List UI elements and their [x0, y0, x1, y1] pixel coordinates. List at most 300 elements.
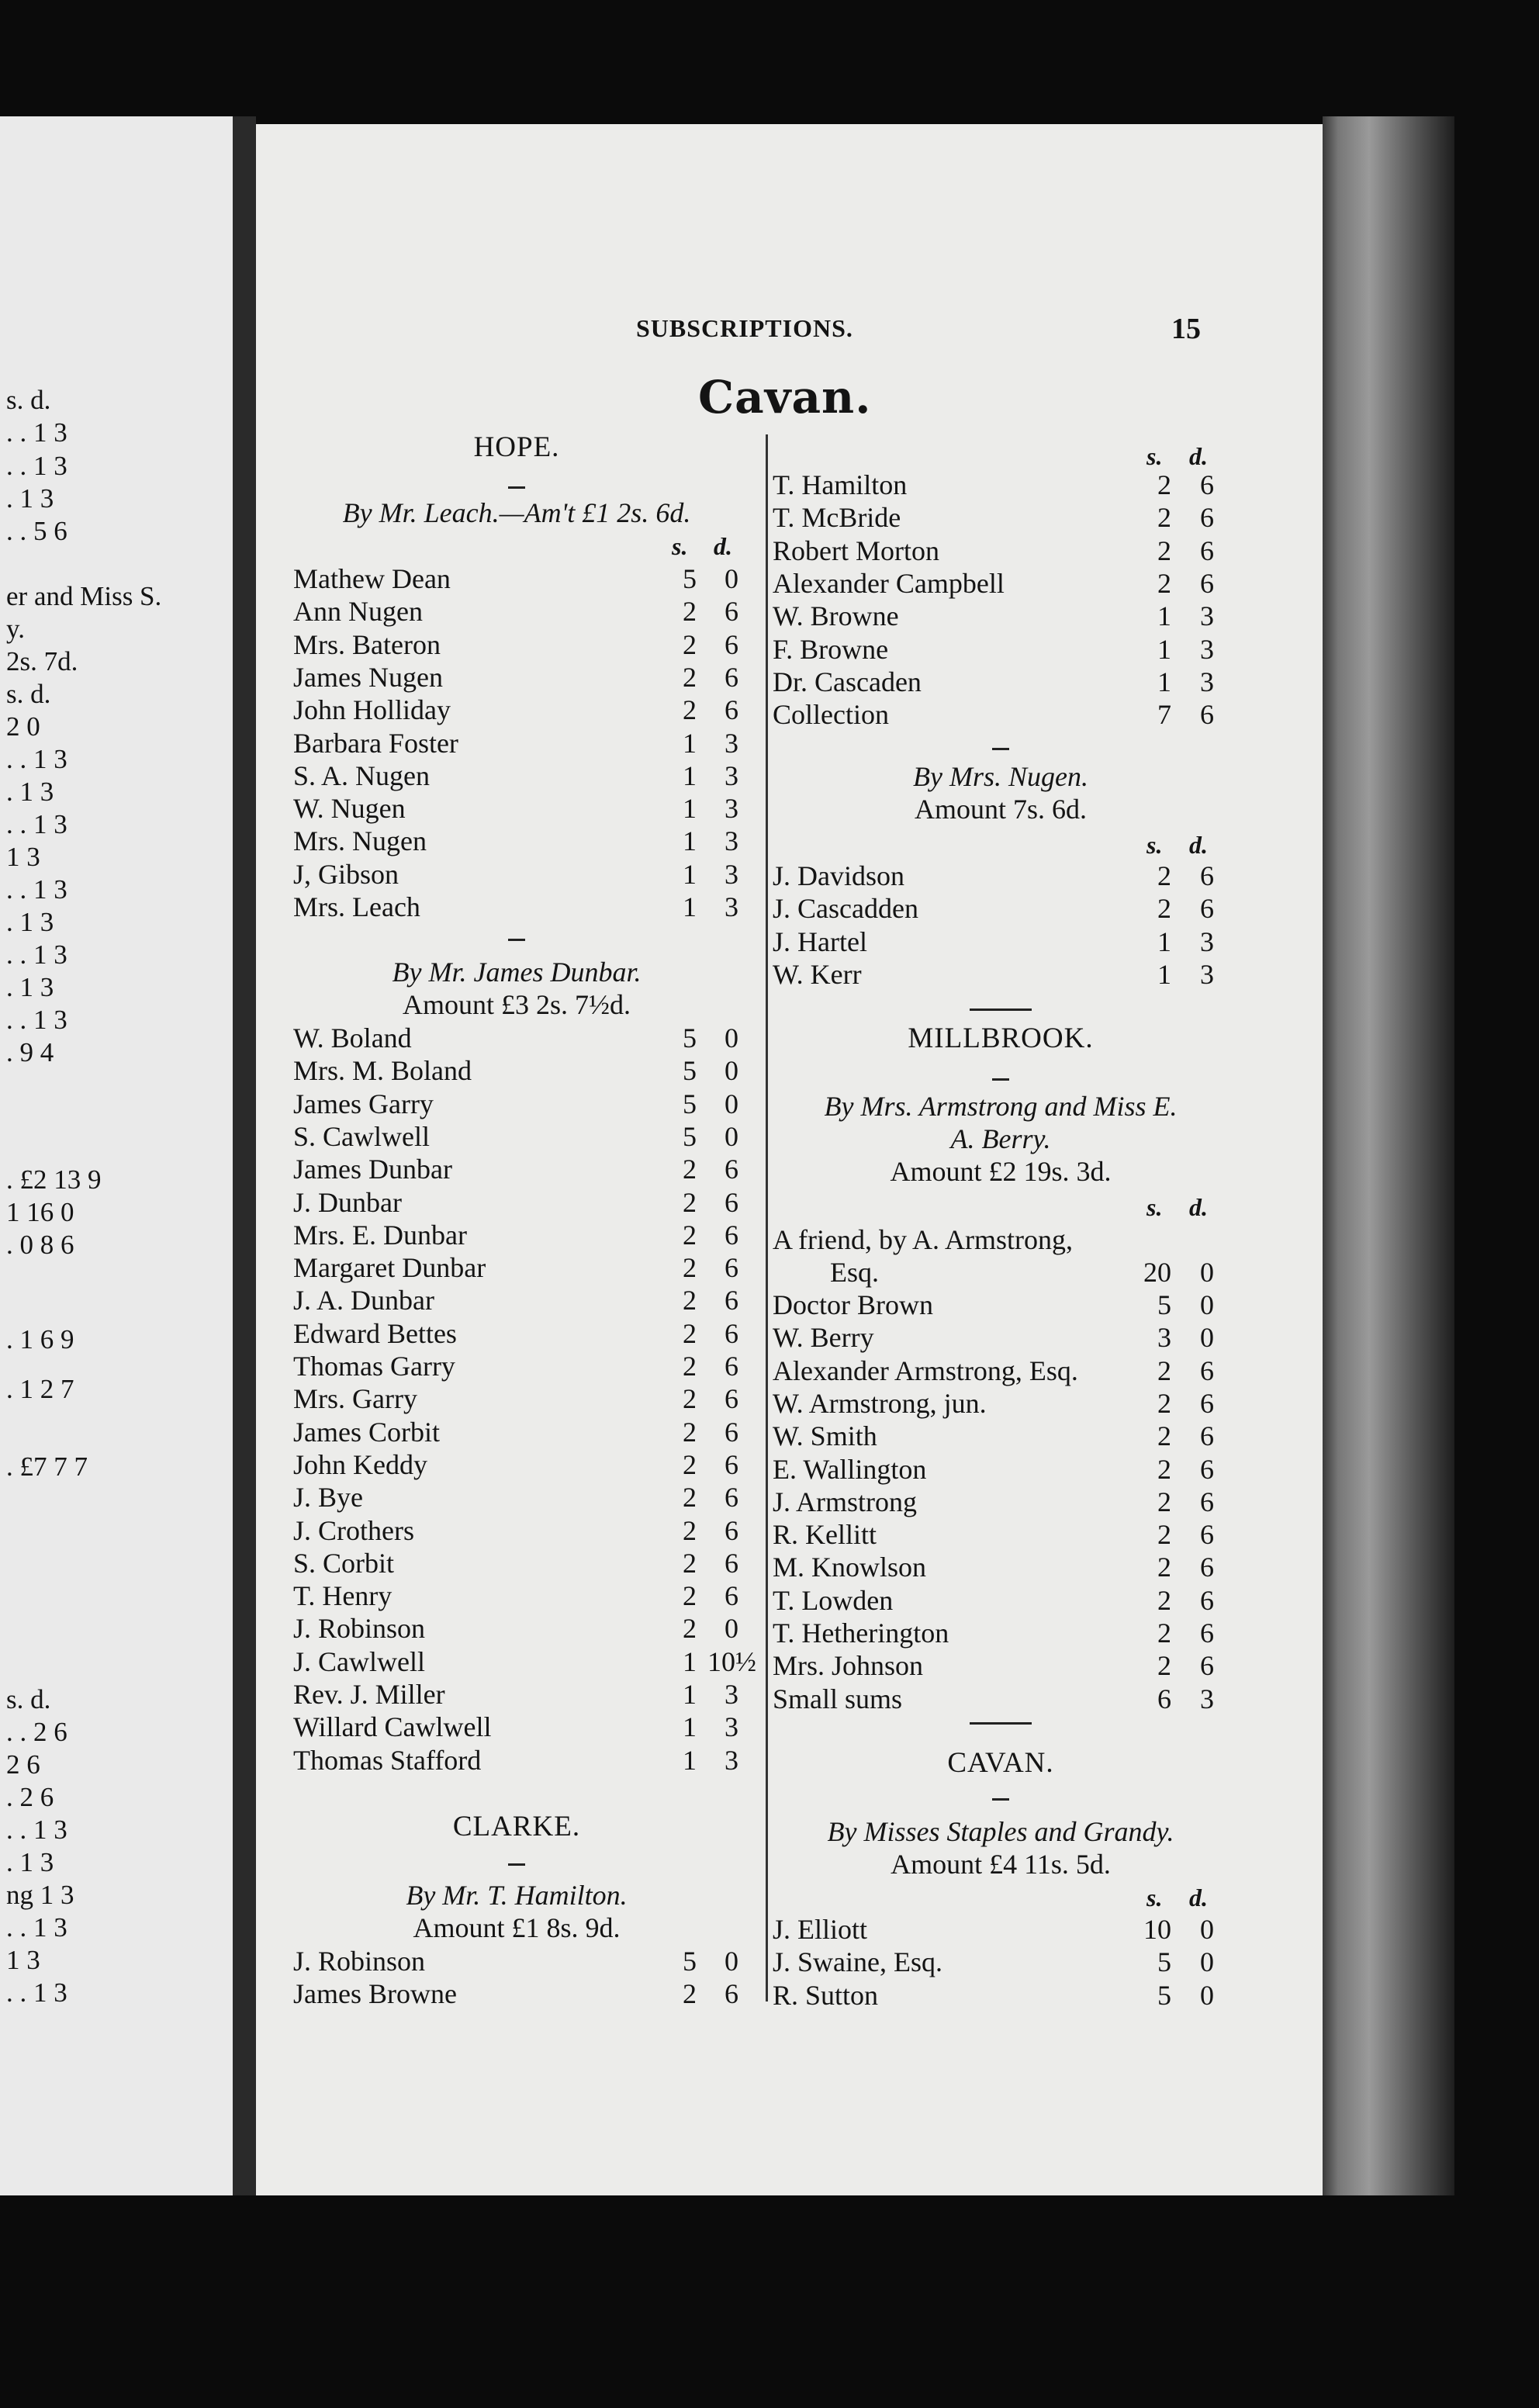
amount-shillings: 2: [683, 1154, 697, 1185]
list-item: [293, 1645, 756, 1678]
list-item: [293, 1744, 742, 1777]
units-header: s.: [1146, 831, 1163, 859]
amount-pence: 6: [725, 1514, 738, 1546]
amount-pence: 6: [1200, 469, 1214, 500]
facing-page-line: . . 1 3: [6, 1005, 67, 1035]
subscriber-name: J. Davidson: [773, 860, 904, 891]
amount-pence: 6: [1200, 1420, 1214, 1452]
amount-shillings: 2: [1157, 1387, 1171, 1419]
subscriber-name: John Holliday: [293, 694, 451, 726]
facing-page-line: . 1 3: [6, 483, 54, 514]
amount-pence: 0: [1200, 1914, 1214, 1945]
list-item: [773, 1617, 1218, 1649]
subscriber-name: Mrs. E. Dunbar: [293, 1219, 467, 1251]
amount-shillings: 2: [1157, 535, 1171, 566]
list-item: [293, 661, 742, 694]
list-item: [773, 1387, 1218, 1420]
list-item: [773, 1518, 1218, 1551]
list-item: [293, 891, 742, 923]
amount-shillings: 2: [1157, 893, 1171, 925]
facing-page-line: . 9 4: [6, 1037, 54, 1067]
subscriber-name: J. Dunbar: [293, 1186, 402, 1218]
list-item: [293, 1612, 742, 1645]
amount-shillings: 2: [1157, 1354, 1171, 1386]
facing-page-line: . . 2 6: [6, 1717, 67, 1747]
amount-pence: 6: [1200, 1584, 1214, 1616]
amount-shillings: 2: [683, 1285, 697, 1316]
units-header: s.: [672, 532, 688, 560]
amount-pence: 6: [1200, 860, 1214, 891]
subscriber-name: F. Browne: [773, 633, 889, 665]
facing-page-line: . 1 3: [6, 972, 54, 1002]
dash-rule: [508, 939, 525, 941]
subscriber-name: J. Crothers: [293, 1514, 414, 1546]
amount-shillings: 2: [683, 628, 697, 660]
facing-page-line: . . 1 3: [6, 1815, 67, 1845]
subscriber-name: M. Knowlson: [773, 1552, 927, 1583]
amount-pence: 3: [725, 1679, 738, 1710]
section-heading: CAVAN.: [947, 1747, 1054, 1779]
dash-rule: [992, 1798, 1009, 1801]
amount-pence: 6: [725, 694, 738, 726]
amount-pence: 0: [725, 1022, 738, 1054]
subscriber-name: R. Kellitt: [773, 1519, 877, 1551]
amount-pence: 6: [1200, 535, 1214, 566]
subscriber-name: R. Sutton: [773, 1979, 879, 2011]
amount-line: Amount £4 11s. 5d.: [891, 1849, 1111, 1880]
amount-shillings: 2: [683, 1252, 697, 1284]
facing-page-line: er and Miss S.: [6, 581, 162, 611]
amount-shillings: 2: [683, 1351, 697, 1382]
amount-shillings: 1: [1157, 600, 1171, 632]
list-item: [293, 1977, 742, 2010]
list-item: [773, 958, 1218, 991]
amount-pence: 6: [725, 1482, 738, 1514]
amount-shillings: 5: [683, 1022, 697, 1054]
amount-pence: 10½: [707, 1645, 756, 1677]
subscriber-name: James Corbit: [293, 1416, 440, 1448]
amount-pence: 6: [725, 1351, 738, 1382]
subscriber-name: Willard Cawlwell: [293, 1711, 492, 1743]
subscriber-name: J. Robinson: [293, 1946, 426, 1977]
amount-shillings: 5: [683, 1120, 697, 1152]
dash-rule: [970, 1009, 1032, 1011]
amount-shillings: 5: [683, 1946, 697, 1977]
subscriber-name: T. Henry: [293, 1580, 393, 1612]
collector-line: By Misses Staples and Grandy.: [827, 1816, 1174, 1847]
subscriber-name: James Garry: [293, 1088, 434, 1119]
amount-pence: 6: [725, 1383, 738, 1415]
amount-pence: 6: [1200, 699, 1214, 731]
amount-shillings: 2: [683, 1219, 697, 1251]
amount-pence: 3: [725, 1744, 738, 1776]
facing-page-line: . 0 8 6: [6, 1230, 74, 1260]
amount-shillings: 1: [683, 759, 697, 791]
amount-shillings: 2: [683, 694, 697, 726]
units-header: d.: [714, 532, 732, 560]
units-header: d.: [1189, 831, 1208, 859]
subscriber-name: T. McBride: [773, 502, 901, 534]
amount-pence: 6: [725, 1317, 738, 1349]
amount-shillings: 1: [683, 1645, 697, 1677]
subscriber-name: J. A. Dunbar: [293, 1285, 434, 1316]
dash-rule: [508, 1863, 525, 1866]
subscriber-name: Margaret Dunbar: [293, 1252, 486, 1284]
facing-page-line: . . 1 3: [6, 874, 67, 905]
amount-shillings: 2: [1157, 1617, 1171, 1649]
amount-pence: 6: [725, 628, 738, 660]
amount-pence: 6: [1200, 1453, 1214, 1485]
subscriber-name: J. Elliott: [773, 1914, 868, 1945]
subscriber-name: J. Hartel: [773, 925, 867, 957]
subscriber-name: J. Cascadden: [773, 893, 918, 925]
amount-pence: 0: [1200, 1289, 1214, 1320]
list-item: [293, 858, 742, 891]
list-item: [293, 1382, 742, 1415]
amount-shillings: 1: [1157, 958, 1171, 990]
amount-pence: 0: [725, 1088, 738, 1119]
amount-shillings: 5: [683, 563, 697, 594]
facing-page-line: . 1 3: [6, 777, 54, 807]
list-item: [293, 1088, 742, 1120]
subscriber-name: Barbara Foster: [293, 727, 458, 759]
amount-shillings: 1: [683, 793, 697, 825]
subscriber-name: Ann Nugen: [293, 596, 423, 628]
list-item: [293, 1514, 742, 1547]
amount-pence: 6: [1200, 1650, 1214, 1682]
amount-line: Amount 7s. 6d.: [914, 794, 1087, 825]
amount-pence: 6: [725, 1580, 738, 1612]
list-item: [773, 501, 1218, 534]
amount-pence: 6: [725, 1252, 738, 1284]
list-item: [293, 1153, 742, 1185]
list-item: [293, 1284, 742, 1316]
amount-shillings: 2: [1157, 1650, 1171, 1682]
list-item: [773, 535, 1218, 567]
facing-page-line: 1 3: [6, 842, 40, 872]
amount-pence: 3: [1200, 1683, 1214, 1714]
page-title: Cavan.: [698, 371, 872, 424]
subscriber-name: W. Smith: [773, 1420, 877, 1452]
units-header: s.: [1146, 1884, 1163, 1912]
amount-shillings: 2: [683, 1317, 697, 1349]
bottom-background: [0, 2195, 1539, 2408]
facing-page-line: ng 1 3: [6, 1880, 74, 1910]
list-item: [293, 1219, 742, 1251]
facing-page-line: . 1 2 7: [6, 1374, 74, 1404]
subscriber-name: Mrs. Bateron: [293, 628, 441, 660]
amount-pence: 6: [1200, 502, 1214, 534]
amount-pence: 3: [1200, 633, 1214, 665]
list-item: [773, 1649, 1218, 1682]
units-header: d.: [1189, 442, 1208, 470]
list-item: [293, 694, 742, 726]
list-item: [773, 1289, 1218, 1321]
facing-page-line: . . 1 3: [6, 939, 67, 970]
amount-pence: 3: [725, 825, 738, 857]
amount-pence: 6: [725, 1219, 738, 1251]
facing-page-line: s. d.: [6, 679, 51, 709]
list-item: [293, 825, 742, 857]
list-item: [773, 469, 1218, 501]
amount-pence: 6: [725, 1448, 738, 1480]
amount-shillings: 2: [683, 1547, 697, 1579]
collector-line: A. Berry.: [950, 1123, 1051, 1154]
amount-shillings: 2: [683, 1186, 697, 1218]
amount-shillings: 1: [683, 1679, 697, 1710]
facing-page-line: . . 1 3: [6, 417, 67, 448]
list-item: [773, 1683, 1218, 1715]
amount-pence: 6: [725, 596, 738, 628]
dash-rule: [508, 486, 525, 489]
collector-line: By Mr. Leach.—Am't £1 2s. 6d.: [342, 497, 691, 528]
amount-pence: 0: [725, 1613, 738, 1645]
list-item: A friend, by A. Armstrong,: [773, 1224, 1073, 1255]
subscriber-name: S. A. Nugen: [293, 759, 431, 791]
list-item: [293, 1350, 742, 1382]
list-item: [773, 1946, 1218, 1978]
amount-shillings: 2: [1157, 502, 1171, 534]
list-item: [293, 1186, 742, 1219]
facing-page-line: . . 1 3: [6, 451, 67, 481]
amount-pence: 3: [1200, 958, 1214, 990]
units-header: d.: [1189, 1193, 1208, 1221]
amount-shillings: 2: [683, 1383, 697, 1415]
list-item: [293, 1120, 742, 1153]
collector-line: By Mr. James Dunbar.: [392, 957, 642, 988]
amount-pence: 3: [725, 1711, 738, 1743]
subscriber-name: Small sums: [773, 1683, 903, 1714]
amount-shillings: 1: [683, 891, 697, 922]
subscriber-name: S. Corbit: [293, 1547, 395, 1579]
subscriber-name: E. Wallington: [773, 1453, 927, 1485]
amount-shillings: 2: [1157, 1486, 1171, 1517]
list-item: [293, 792, 742, 825]
subscriber-name: James Browne: [293, 1978, 457, 2010]
amount-pence: 0: [1200, 1257, 1214, 1288]
amount-shillings: 3: [1157, 1322, 1171, 1354]
facing-page-line: . . 1 3: [6, 1977, 67, 2008]
amount-shillings: 2: [1157, 1453, 1171, 1485]
amount-pence: 6: [725, 1978, 738, 2010]
facing-page-line: . 1 3: [6, 907, 54, 937]
list-item: [773, 1584, 1218, 1617]
amount-pence: 6: [725, 1186, 738, 1218]
list-item: [773, 1354, 1218, 1387]
subscriber-name: Mrs. Nugen: [293, 825, 427, 857]
subscriber-name: Edward Bettes: [293, 1317, 457, 1349]
subscriber-name: Rev. J. Miller: [293, 1679, 445, 1710]
amount-pence: 6: [1200, 1519, 1214, 1551]
amount-shillings: 2: [1157, 469, 1171, 500]
amount-pence: 0: [725, 1946, 738, 1977]
subscriber-name: Collection: [773, 699, 889, 731]
amount-shillings: 1: [683, 825, 697, 857]
list-item: [773, 666, 1218, 698]
list-item: [293, 1416, 742, 1448]
list-item: [293, 595, 742, 628]
list-item: [293, 562, 742, 595]
list-item: [293, 628, 742, 661]
subscriber-name: W. Browne: [773, 600, 899, 632]
amount-shillings: 2: [1157, 567, 1171, 599]
collector-line: By Mrs. Nugen.: [913, 761, 1088, 792]
subscriber-name: Mrs. Garry: [293, 1383, 417, 1415]
subscriber-name: W. Armstrong, jun.: [773, 1387, 987, 1419]
amount-shillings: 2: [683, 596, 697, 628]
amount-pence: 3: [725, 759, 738, 791]
list-item: [773, 1453, 1218, 1486]
list-item: [293, 727, 742, 759]
list-item: [293, 1022, 742, 1054]
subscriber-name: James Dunbar: [293, 1154, 452, 1185]
subscriber-name: J. Robinson: [293, 1613, 426, 1645]
amount-pence: 6: [725, 1416, 738, 1448]
list-item: [293, 1251, 742, 1284]
amount-pence: 6: [1200, 1387, 1214, 1419]
facing-page-line: . . 1 3: [6, 1912, 67, 1943]
amount-shillings: 5: [683, 1088, 697, 1119]
amount-shillings: 1: [1157, 633, 1171, 665]
subscriber-name: J, Gibson: [293, 858, 399, 890]
facing-page-line: 2 6: [6, 1749, 40, 1780]
amount-line: Amount £2 19s. 3d.: [890, 1156, 1112, 1187]
amount-shillings: 2: [683, 1482, 697, 1514]
subscriber-name: Alexander Campbell: [773, 567, 1005, 599]
amount-shillings: 2: [683, 1514, 697, 1546]
facing-page-line: 1 3: [6, 1945, 40, 1975]
amount-pence: 6: [1200, 1552, 1214, 1583]
subscriber-name: James Nugen: [293, 661, 443, 693]
amount-shillings: 2: [1157, 1552, 1171, 1583]
list-item: [773, 1420, 1218, 1452]
amount-shillings: 1: [683, 858, 697, 890]
page-number: 15: [1171, 313, 1201, 345]
list-item: [293, 1547, 742, 1579]
facing-page-line: s. d.: [6, 385, 51, 415]
amount-shillings: 5: [1157, 1979, 1171, 2011]
subscriber-name: W. Berry: [773, 1322, 874, 1354]
amount-pence: 0: [725, 1055, 738, 1087]
facing-page-line: . £7 7 7: [6, 1451, 88, 1482]
amount-shillings: 1: [1157, 925, 1171, 957]
amount-pence: 3: [725, 858, 738, 890]
facing-page-line: . . 1 3: [6, 744, 67, 774]
subscriber-name: T. Lowden: [773, 1584, 894, 1616]
amount-pence: 3: [1200, 666, 1214, 697]
subscriber-name: Thomas Stafford: [293, 1744, 482, 1776]
list-item: [773, 1913, 1218, 1946]
amount-pence: 6: [725, 1547, 738, 1579]
amount-shillings: 2: [1157, 1420, 1171, 1452]
facing-page-line: . . 5 6: [6, 516, 67, 546]
section-heading: MILLBROOK.: [908, 1022, 1094, 1054]
amount-pence: 6: [1200, 1486, 1214, 1517]
page-edges: [1323, 116, 1454, 2250]
list-item: [773, 698, 1218, 731]
dash-rule: [970, 1722, 1032, 1725]
subscriber-name: Mrs. Johnson: [773, 1650, 924, 1682]
amount-pence: 6: [725, 1285, 738, 1316]
amount-shillings: 1: [683, 1744, 697, 1776]
amount-pence: 3: [725, 891, 738, 922]
subscriber-name: S. Cawlwell: [293, 1120, 430, 1152]
list-item: [773, 860, 1218, 892]
amount-shillings: 7: [1157, 699, 1171, 731]
list-item: [773, 1256, 1223, 1289]
amount-shillings: 2: [1157, 860, 1171, 891]
amount-pence: 0: [725, 563, 738, 594]
subscriber-name: John Keddy: [293, 1448, 427, 1480]
list-item: [293, 1678, 742, 1711]
facing-page-line: . 1 3: [6, 1847, 54, 1877]
amount-pence: 6: [1200, 567, 1214, 599]
list-item: [293, 1579, 742, 1612]
subscriber-name: Robert Morton: [773, 535, 939, 566]
subscriber-name: J. Bye: [293, 1482, 363, 1514]
facing-page-line: 1 16 0: [6, 1197, 74, 1227]
list-item: [293, 1711, 742, 1743]
amount-pence: 6: [725, 1154, 738, 1185]
list-item: [773, 892, 1218, 925]
subscriber-name: J. Cawlwell: [293, 1645, 425, 1677]
amount-shillings: 2: [1157, 1519, 1171, 1551]
collector-line: By Mrs. Armstrong and Miss E.: [824, 1091, 1178, 1122]
list-item: [773, 1486, 1218, 1518]
list-item: [773, 633, 1218, 666]
facing-page-line: . 1 6 9: [6, 1324, 74, 1354]
list-item: [773, 600, 1218, 632]
subscriber-name: Mathew Dean: [293, 563, 451, 594]
dash-rule: [992, 1078, 1009, 1081]
amount-shillings: 1: [683, 1711, 697, 1743]
list-item: [293, 1448, 742, 1481]
subscriber-name: J. Armstrong: [773, 1486, 918, 1517]
amount-pence: 6: [1200, 1354, 1214, 1386]
amount-shillings: 2: [683, 1613, 697, 1645]
amount-line: Amount £1 8s. 9d.: [413, 1912, 621, 1943]
list-item: [773, 567, 1218, 600]
subscriber-name: W. Nugen: [293, 793, 406, 825]
running-head: SUBSCRIPTIONS.: [636, 314, 853, 342]
subscriber-name: Alexander Armstrong, Esq.: [773, 1354, 1078, 1386]
amount-pence: 6: [1200, 893, 1214, 925]
subscriber-name: Mrs. M. Boland: [293, 1055, 472, 1087]
facing-page-line: 2s. 7d.: [6, 646, 78, 676]
amount-shillings: 2: [683, 1978, 697, 2010]
amount-shillings: 2: [683, 661, 697, 693]
amount-shillings: 20: [1143, 1257, 1171, 1288]
amount-pence: 6: [725, 661, 738, 693]
list-item: [293, 759, 742, 792]
amount-pence: 0: [1200, 1322, 1214, 1354]
dash-rule: [992, 748, 1009, 750]
subscriber-name: J. Swaine, Esq.: [773, 1946, 942, 1978]
list-item: [293, 1054, 742, 1087]
subscriber-name: T. Hetherington: [773, 1617, 949, 1649]
facing-page-line: . £2 13 9: [6, 1164, 102, 1195]
subscriber-name: W. Kerr: [773, 958, 862, 990]
amount-pence: 3: [725, 727, 738, 759]
list-item: [773, 1321, 1218, 1354]
subscriber-name: W. Boland: [293, 1022, 412, 1054]
collector-line: By Mr. T. Hamilton.: [406, 1880, 628, 1911]
subscriber-name: Thomas Garry: [293, 1351, 455, 1382]
list-item: [293, 1945, 742, 1977]
subscriber-name: Dr. Cascaden: [773, 666, 922, 697]
subscriber-name: Doctor Brown: [773, 1289, 933, 1320]
amount-shillings: 2: [683, 1448, 697, 1480]
